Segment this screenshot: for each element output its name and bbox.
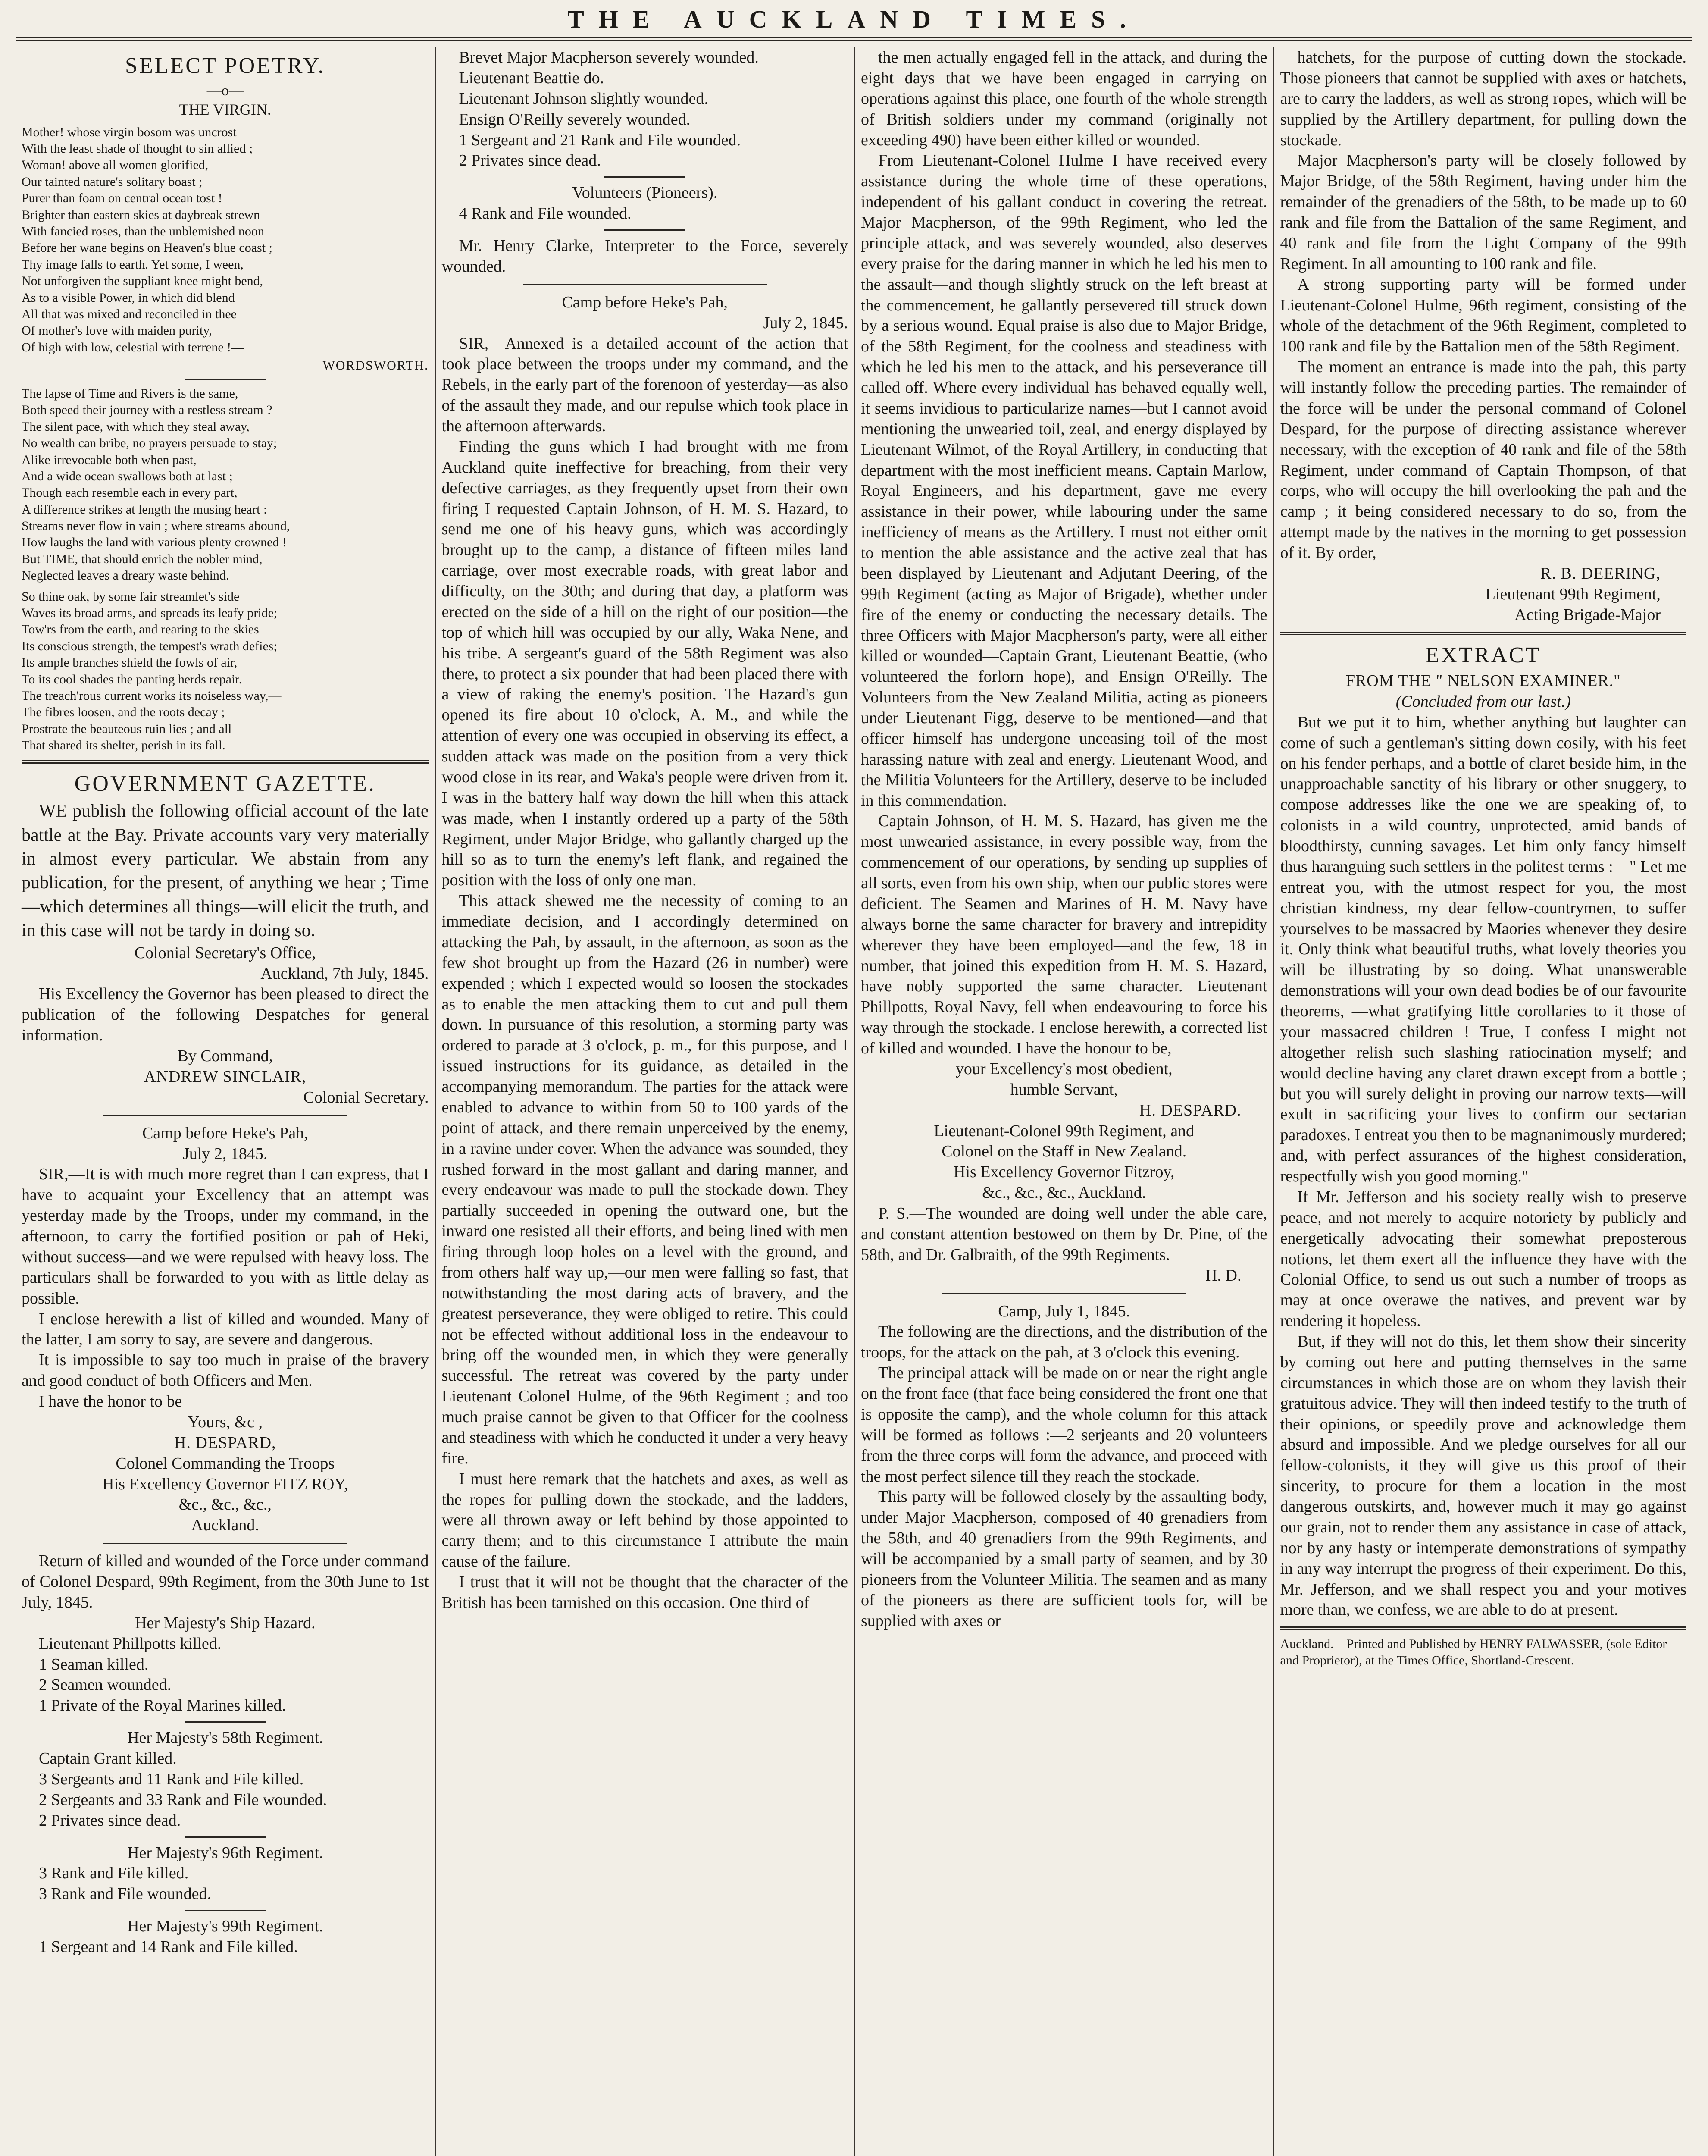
verse-line: As to a visible Power, in which did blend [22,290,235,305]
orders-paragraph: The principal attack will be made on or near the right angle on the front face (that face being considered the front one that is opposite the camp), and the whole column for this attack will be formed as follows :—2 serjeants and 20 volunteers from the three corps will form the advance, and proceed with the most perfect silence till they reach the stockade. [861,1364,1267,1485]
unit-heading: Her Majesty's Ship Hazard. [135,1614,316,1632]
verse-line: The lapse of Time and Rivers is the same, [22,386,238,401]
dateline: Camp before Heke's Pah, [562,293,728,311]
dateline-date: July 2, 1845. [763,313,848,332]
verse-line: How laughs the land with various plenty crowned ! [22,535,287,550]
despatch-paragraph: It is impossible to say too much in praise of the bravery and good conduct of both Officers and Men. [22,1351,429,1390]
addressee: His Excellency Governor Fitzroy, [954,1163,1175,1181]
despatch-paragraph: I trust that it will not be thought that the character of the British has been tarnished on this occasion. One third of [441,1573,848,1612]
verse-line: That shared its shelter, perish in its fall. [22,738,225,753]
extract-source: FROM THE " NELSON EXAMINER." [1345,672,1621,690]
casualty-line: 1 Private of the Royal Marines killed. [39,1696,286,1715]
secretary-title: Colonial Secretary. [303,1088,429,1106]
verse-line: Streams never flow in vain ; where streams abound, [22,519,290,533]
casualty-line: 3 Sergeants and 11 Rank and File killed. [39,1770,304,1788]
column-4 [1273,47,1693,2156]
divider [185,1836,266,1838]
casualty-line: 2 Sergeants and 33 Rank and File wounded. [39,1790,327,1809]
postscript-initials: H. D. [1205,1266,1242,1285]
verse-line: Of mother's love with maiden purity, [22,323,212,338]
casualty-line: Lieutenant Phillpotts killed. [39,1634,222,1653]
orders-paragraph: A strong supporting party will be formed under Lieutenant-Colonel Hulme, 96th regiment, consisting of the whole of the detachment of the 96th Regiment, completed to 100 rank and file by the Battalion men of the 58th Regiment. [1280,275,1686,356]
verse-line: To its cool shades the panting herds repair. [22,672,242,686]
column-1 [16,47,435,2156]
imprint: Auckland.—Printed and Published by HENRY FALWASSER, (sole Editor and Proprietor), at the Times Office, Shortland-Crescent. [1280,1637,1667,1667]
casualty-line: 4 Rank and File wounded. [459,204,632,223]
divider [523,284,767,285]
poetry-heading: SELECT POETRY. [125,53,325,78]
extract-heading: EXTRACT [1425,642,1541,667]
verse-line: Waves its broad arms, and spreads its leafy pride; [22,606,278,620]
verse-line: The treach'rous current works its noiseless way,— [22,689,282,703]
addressee: Auckland. [191,1516,259,1535]
verse-line: All that was mixed and reconciled in thee [22,307,237,321]
verse-line: A difference strikes at length the musing heart : [22,502,267,517]
despatch-paragraph: I enclose herewith a list of killed and wounded. Many of the latter, I am sorry to say, are severe and dangerous. [22,1310,429,1349]
verse-line: Purer than foam on central ocean tost ! [22,191,222,206]
office-date: Auckland, 7th July, 1845. [260,964,429,983]
signature-title: Acting Brigade-Major [1514,605,1661,624]
signature-title: Lieutenant 99th Regiment, [1485,585,1661,603]
despatch-paragraph: I have the honor to be [39,1392,182,1411]
verse-line: Tow'rs from the earth, and rearing to the skies [22,622,259,637]
verse-line: Thy image falls to earth. Yet some, I ween, [22,257,244,272]
verse-line: Of high with low, celestial with terrene !— [22,340,244,354]
verse-line: Its conscious strength, the tempest's wrath defies; [22,639,277,653]
orders-paragraph: The following are the directions, and the distribution of the troops, for the attack on the pah, at 3 o'clock this evening. [861,1322,1267,1362]
orders-paragraph: hatchets, for the purpose of cutting down the stockade. Those pioneers that cannot be supplied with axes or hatchets, are to carry the ladders, as well as strong ropes, which will be supplied by the Artillery department, for pulling down the stockade. [1280,48,1686,149]
orders-paragraph: This party will be followed closely by the assaulting body, under Major Macpherson, composed of 40 grenadiers from the 58th, and 40 grenadiers from the 99th Regiments, and will be accompanied by a small party of seamen, and by 30 pioneers from the Volunteer Militia. The seamen and as many of the pioneers as there are sufficient tools for, will be supplied with axes or [861,1488,1267,1630]
poem-attribution: WORDSWORTH. [322,358,429,373]
signature-title: Colonel on the Staff in New Zealand. [942,1142,1187,1161]
closing: humble Servant, [1010,1080,1118,1099]
gazette-heading: GOVERNMENT GAZETTE. [74,771,376,796]
casualty-line: 1 Seaman killed. [39,1655,149,1673]
by-command: By Command, [177,1047,273,1065]
despatch-paragraph: This attack shewed me the necessity of coming to an immediate decision, and I accordingly determined on attacking the Pah, by assault, in the afternoon, as soon as the few shot brought up from the Hazard (26 in number) were expended ; which I expected would so loosen the stockades as to enable the men attacking them to cut and pull them down. In pursuance of this resolution, a storming party was ordered to parade at 3 o'clock, p. m., for this purpose, and I issued instructions for its guidance, as detailed in the accompanying memorandum. The parties for the attack were enabled to advance to within from 50 to 100 yards of the point of attack, and there remain unperceived by the enemy, in a ravine under cover. When the advance was sounded, they rushed forward in the most gallant and daring manner, and every endeavour was made to pull the stockade down. They partially succeeded in opening the outward one, but the inward one resisted all their efforts, and being lined with men firing through loop holes on a level with the ground, and from others half way up,—our men were falling so fast, that notwithstanding the most daring acts of bravery, and the greatest perseverance, they were obliged to retire. This could not be effected without additional loss in the endeavour to bring off the wounded men, in which they were generally successful. The retreat was covered by the party under Lieutenant Colonel Hulme, of the 96th Regiment ; and too much praise cannot be given to that Officer for the coolness and steadiness with which he conducted it under a very heavy fire. [441,892,848,1467]
divider [604,176,686,178]
signature-title: Colonel Commanding the Troops [116,1454,335,1473]
section-rule [22,760,429,764]
verse-line: The fibres loosen, and the roots decay ; [22,705,225,720]
continued-note: (Concluded from our last.) [1395,692,1571,711]
unit-heading: Volunteers (Pioneers). [572,184,718,202]
divider [942,1293,1186,1294]
columns [16,47,1692,2156]
addressee: &c., &c., &c., Auckland. [982,1184,1146,1202]
casualty-line: 1 Sergeant and 21 Rank and File wounded. [459,131,741,149]
verse-line: With fancied roses, than the unblemished noon [22,224,264,239]
verse-line: Prostrate the beauteous ruin lies ; and all [22,721,232,736]
addressee: &c., &c., &c., [178,1495,272,1514]
dateline: Camp, July 1, 1845. [998,1302,1130,1320]
closing: Yours, &c , [188,1413,263,1431]
column-2 [435,47,854,2156]
verse-line: So thine oak, by some fair streamlet's side [22,589,240,604]
verse-line: Our tainted nature's solitary boast ; [22,174,203,189]
casualty-line: 1 Sergeant and 14 Rank and File killed. [39,1938,298,1956]
orders-paragraph: The moment an entrance is made into the pah, this party will instantly follow the preceding parties. The remainder of the force will be under the personal command of Colonel Despard, for the purpose of directing assistance wherever necessary, with the exception of 40 rank and file of the 58th Regiment, under command of Captain Thompson, of that corps, who will occupy the hill overlooking the pah and the camp ; it being considered necessary to do so, from the attempt made by the natives in the morning to get possession of it. By order, [1280,358,1686,562]
verse-line: Woman! above all women glorified, [22,158,209,172]
casualty-line: Lieutenant Beattie do. [459,69,604,87]
signature-title: Lieutenant-Colonel 99th Regiment, and [934,1122,1195,1140]
poem-virgin [22,124,429,356]
signature: H. DESPARD. [1139,1101,1242,1119]
orders-paragraph: Major Macpherson's party will be closely followed by Major Bridge, of the 58th Regiment, having under him the remainder of the grenadiers of the 58th, to be made up to 60 rank and file from the Battalion of the same Regiment, and 40 rank and file from the Light Company of the 99th Regiment. In all amounting to 100 rank and file. [1280,151,1686,273]
signature: R. B. DEERING, [1540,564,1661,583]
casualty-line: Lieutenant Johnson slightly wounded. [459,89,708,108]
verse-line: Though each resemble each in every part, [22,486,238,500]
postscript: P. S.—The wounded are doing well under the able care, and constant attention bestowed on them by Dr. Pine, of the 58th, and Dr. Galbraith, of the 99th Regiments. [861,1204,1267,1264]
dateline-date: July 2, 1845. [183,1144,268,1163]
office-body: His Excellency the Governor has been pleased to direct the publication of the following Despatches for general information. [22,985,429,1045]
gazette-intro: WE publish the following official account of the late battle at the Bay. Private accounts vary very materially in almost every particular. We abstain from any publication, for the present, of anything we hear ; Time—which determines all things—will elicit the truth, and in this case will not be tardy in doing so. [22,801,429,941]
casualty-return-title: Return of killed and wounded of the Force under command of Colonel Despard, 99th Regiment, from the 30th June to 1st July, 1845. [22,1552,429,1611]
article-paragraph: But, if they will not do this, let them show their sincerity by coming out here and putting themselves in the same circumstances in which those are on whom they lavish their gratuitous advice. They will then indeed testify to the truth of their opinions, or speedily prove and acknowledge them absurd and impossible. And we pledge ourselves for all our fellow-colonists, it they will give us this proof of their sincerity, to procure for them a location in the most dangerous outskirts, and, however much it may go against our grain, not to render them any assistance in case of attack, nor by any hasty or intemperate demonstrations of sympathy in any way interrupt the progress of their experiment. Do this, Mr. Jefferson, and we shall respect you and your motives more than, we confess, we are able to do at present. [1280,1332,1686,1619]
masthead-title: THE AUCKLAND TIMES. [567,5,1141,33]
dateline: Camp before Heke's Pah, [142,1124,308,1142]
secretary-name: ANDREW SINCLAIR, [144,1067,307,1086]
verse-line: And a wide ocean swallows both at last ; [22,469,233,483]
despatch-paragraph: SIR,—Annexed is a detailed account of the action that took place between the troops under my command, and the Rebels, in the early part of the forenoon of yesterday—as also of the assault they made, and our repulse which took place in the afternoon afterwards. [441,334,848,435]
despatch-paragraph: Finding the guns which I had brought with me from Auckland quite ineffective for breaching, from their very defective carriages, as they frequently upset from their own firing I requested Captain Johnson, of H. M. S. Hazard, to send me one of his heavy guns, which was accordingly brought up to the camp, a distance of fifteen miles land carriage, over most execrable roads, with great labor and difficulty, on the 30th; and during that day, a platform was erected on the side of a hill on the right of our position—the top of which hill was occupied by our ally, Waka Nene, and his tribe. A sergeant's guard of the 58th Regiment was also there, to protect a six pounder that had been placed there with a view of raking the enemy's position. The Hazard's gun opened its fire about 10 o'clock, A. M., and while the attention of every one was occupied in observing its effect, a sudden attack was made on the position from a very thick wood close in its rear, and Waka's people were driven from it. I was in the battery half way down the hill when this attack was made, when I instantly ordered up a party of the 58th Regiment, under Major Bridge, who gallantly charged up the hill so as to turn the enemy's left flank, and regained the position with the loss of only one man. [441,437,848,890]
section-rule [1280,1626,1687,1630]
poetry-ornament: —o— [206,82,244,99]
casualty-line: 3 Rank and File wounded. [39,1885,212,1903]
divider [185,1910,266,1911]
despatch-paragraph: From Lieutenant-Colonel Hulme I have received every assistance during the whole time of these operations, independent of his gallant conduct in covering the retreat. Major Macpherson, of the 99th Regiment, who led the principle attack, and was severely wounded, also deserves every praise for the daring manner in which he led his men to the assault—and though slightly struck on the left breast at the commencement, he gallantly persevered till struck down by a serious wound. Equal praise is also due to Major Bridge, of the 58th Regiment, for the coolness and steadiness with which he led his men to the attack, and his perseverance till called off. Where every individual has behaved equally well, it seems invidious to particularize names—but I cannot avoid mentioning the unwearied toil, zeal, and energy displayed by Lieutenant Wilmot, of the Royal Artillery, in conducting that department with the most inefficient means. Captain Marlow, Royal Engineers, and his department, gave me every assistance in their power, while labouring under the same inefficiency of means as the Artillery. I must not either omit to mention the able assistance and the active zeal that has been displayed by Lieutenant and Adjutant Deering, of the 99th Regiment (acting as Major of Brigade), whether under fire of the enemy or conducting the necessary details. The three Officers with Major Macpherson's party, were all either killed or wounded—Captain Grant, Lieutenant Beattie, (who volunteered the forlorn hope), and Ensign O'Reilly. The Volunteers from the New Zealand Militia, acting as pioneers under Lieutenant Figg, deserve to be mentioned—and that officer himself has undergone unceasing toil of the most harassing nature with zeal and energy. Lieutenant Wood, and the Militia Volunteers for the Artillery, deserve to be included in this commendation. [861,151,1267,810]
despatch-paragraph: SIR,—It is with much more regret than I can express, that I have to acquaint your Excellency that an attempt was yesterday made by the Troops, under my command, in the afternoon, to carry the fortified position or pah of Heki, without success—and we were repulsed with heavy loss. The particulars shall be forwarded to you with as little delay as possible. [22,1165,429,1307]
masthead-rule [16,37,1692,41]
divider [103,1115,347,1116]
divider [185,1721,266,1723]
verse-line: Not unforgiven the suppliant knee might bend, [22,274,263,288]
verse-line: But TIME, that should enrich the nobler mind, [22,552,263,566]
verse-line: Before her wane begins on Heaven's blue coast ; [22,241,272,255]
poem-oak [22,589,429,754]
casualty-line: 3 Rank and File killed. [39,1864,189,1883]
verse-line: No wealth can bribe, no prayers persuade to stay; [22,436,277,451]
casualty-line: Brevet Major Macpherson severely wounded. [459,48,759,66]
divider [103,1543,347,1544]
addressee: His Excellency Governor FITZ ROY, [102,1475,348,1493]
article-paragraph: If Mr. Jefferson and his society really wish to preserve peace, and not merely to acquire notoriety by publicly and energetically advocating their somewhat preposterous notions, let them exert all the influence they have with the Colonial Office, to send us out such a number of troops as may at once overawe the natives, and prevent war by rendering it hopeless. [1280,1188,1686,1330]
despatch-paragraph: Captain Johnson, of H. M. S. Hazard, has given me the most unwearied assistance, in every possible way, from the commencement of our operations, by sending up supplies of all sorts, even from his own ship, when our public stores were deficient. The Seamen and Marines of H. M. Navy have always borne the same character for bravery and intrepidity wherever they have been employed—and the few, 18 in number, that joined this expedition from H. M. S. Hazard, have nobly supported the same character. Lieutenant Phillpotts, Royal Navy, fell when endeavouring to force his way through the stockade. I enclose herewith, a corrected list of killed and wounded. I have the honour to be, [861,812,1267,1057]
casualty-line: 2 Privates since dead. [39,1811,181,1830]
unit-heading: Her Majesty's 96th Regiment. [127,1843,323,1862]
verse-line: Alike irrevocable both when past, [22,452,197,467]
verse-line: Its ample branches shield the fowls of air, [22,655,238,670]
closing: your Excellency's most obedient, [955,1059,1173,1078]
poem-title: THE VIRGIN. [179,101,271,119]
verse-line: Both speed their journey with a restless stream ? [22,403,272,417]
divider [604,229,686,231]
office-line: Colonial Secretary's Office, [134,943,316,962]
casualty-line: Captain Grant killed. [39,1749,177,1768]
verse-line: Neglected leaves a dreary waste behind. [22,568,229,583]
despatch-paragraph: I must here remark that the hatchets and axes, as well as the ropes for pulling down the stockade, and the ladders, were all thrown away or left behind by those appointed to carry them; and to this circumstance I attribute the main cause of the failure. [441,1470,848,1571]
section-rule [1280,632,1687,635]
unit-heading: Her Majesty's 99th Regiment. [127,1917,323,1936]
poem-time-rivers [22,385,429,584]
divider [185,379,266,380]
article-paragraph: But we put it to him, whether anything but laughter can come of such a gentleman's sitting down cosily, with his feet on his fender perhaps, and a bottle of claret beside him, in the unapproachable sanctity of his library or other snuggery, to compose addresses like the one we are speaking of, to colonists in a wild country, unprotected, amid bands of bloodthirsty, cunning savages. Let him only fancy himself thus haranguing such settlers in the politest terms :—" Let me entreat you, with the utmost respect for you, the most christian kindness, my dear fellow-countrymen, to suffer yourselves to be massacred by Maories whenever they desire it. Only think what beautiful truths, what lovely theories you will be illustrating by so doing. What unanswerable demonstrations will your own dead bodies be of our favourite theorems, —what gratifying little corollaries to it those of your massacred children ! True, I confess I might not altogether relish such slashing ratiocination myself; and would decline having any claret drawn except from a bottle ; but you will surely delight in proving our narrow texts—will exult in sacrificing your lives to confirm our sectarian paradoxes. I entreat you then to be magnanimously murdered; and, with perfect assurances of the highest consideration, respectfully wish you good morning." [1280,713,1686,1186]
column-3 [854,47,1273,2156]
verse-line: With the least shade of thought to sin allied ; [22,141,253,156]
verse-line: Mother! whose virgin bosom was uncrost [22,125,237,139]
verse-line: The silent pace, with which they steal away, [22,419,250,434]
casualty-line: 2 Privates since dead. [459,151,601,170]
casualty-line: Ensign O'Reilly severely wounded. [459,110,691,128]
casualty-line: 2 Seamen wounded. [39,1676,172,1694]
despatch-paragraph: the men actually engaged fell in the attack, and during the eight days that we have been engaged in carrying on operations against this place, one fourth of the whole strength of British soldiers under my command (originally not exceeding 490) have been either killed or wounded. [861,48,1267,149]
casualty-line: Mr. Henry Clarke, Interpreter to the Force, severely wounded. [441,237,848,276]
unit-heading: Her Majesty's 58th Regiment. [127,1729,323,1747]
signature: H. DESPARD, [174,1433,276,1452]
verse-line: Brighter than eastern skies at daybreak strewn [22,207,260,222]
